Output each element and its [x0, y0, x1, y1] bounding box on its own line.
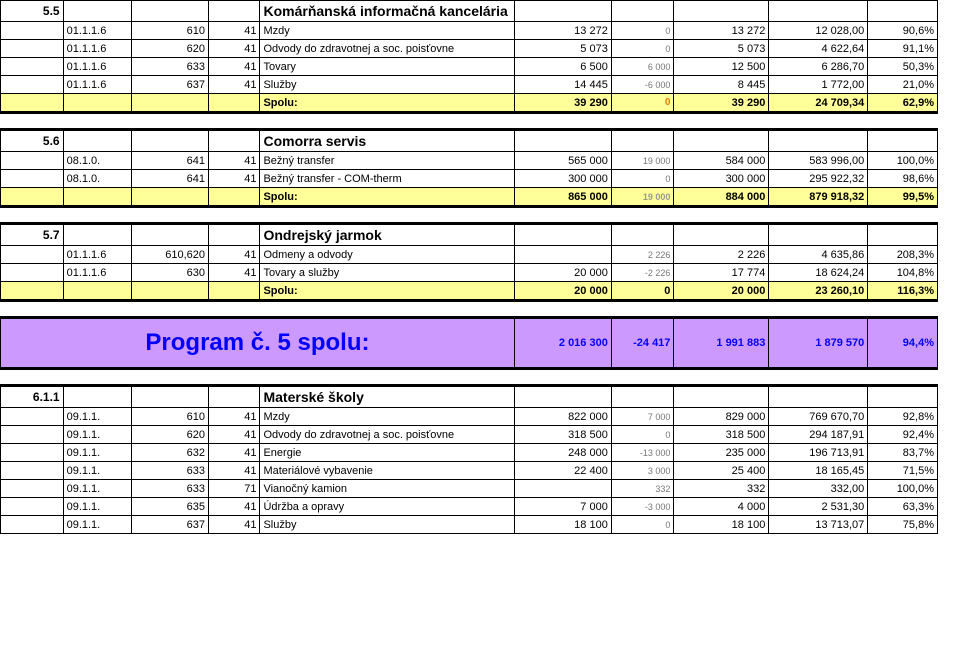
source-code: 41 [208, 462, 259, 480]
approved-value: 14 445 [514, 76, 611, 94]
empty-cell [1, 76, 64, 94]
empty-cell [1, 498, 64, 516]
section-header [1, 1, 938, 22]
approved-value: 248 000 [514, 444, 611, 462]
item-code: 641 [132, 170, 209, 188]
item-code: 630 [132, 264, 209, 282]
table-row [1, 76, 938, 94]
item-name: Odvody do zdravotnej a soc. poisťovne [260, 40, 514, 58]
item-name: Tovary a služby [260, 264, 514, 282]
empty-cell [1, 22, 64, 40]
percent-value: 100,0% [868, 480, 938, 498]
table-row [1, 40, 938, 58]
total-actual: 24 709,34 [769, 94, 868, 113]
actual-value: 295 922,32 [769, 170, 868, 188]
percent-value: 63,3% [868, 498, 938, 516]
actual-value: 1 772,00 [769, 76, 868, 94]
source-code: 41 [208, 408, 259, 426]
approved-value: 822 000 [514, 408, 611, 426]
approved-value: 13 272 [514, 22, 611, 40]
spacer [1, 207, 938, 224]
empty-cell [1, 94, 64, 113]
section-header [1, 386, 938, 408]
total-actual: 879 918,32 [769, 188, 868, 207]
empty-cell [208, 188, 259, 207]
percent-value: 98,6% [868, 170, 938, 188]
modified-value: 25 400 [674, 462, 769, 480]
actual-value: 583 996,00 [769, 152, 868, 170]
empty-cell [1, 282, 64, 301]
approved-value: 5 073 [514, 40, 611, 58]
empty-cell [611, 386, 674, 408]
change-value: 3 000 [611, 462, 674, 480]
item-name: Bežný transfer - COM-therm [260, 170, 514, 188]
total-percent: 116,3% [868, 282, 938, 301]
actual-value: 332,00 [769, 480, 868, 498]
function-code: 01.1.1.6 [63, 76, 132, 94]
section-code: 5.6 [1, 130, 64, 152]
empty-cell [1, 264, 64, 282]
item-name: Mzdy [260, 22, 514, 40]
empty-cell [1, 170, 64, 188]
empty-cell [132, 94, 209, 113]
percent-value: 75,8% [868, 516, 938, 534]
item-name: Služby [260, 516, 514, 534]
source-code: 41 [208, 40, 259, 58]
table-row [1, 480, 938, 498]
item-name: Odvody do zdravotnej a soc. poisťovne [260, 426, 514, 444]
actual-value: 13 713,07 [769, 516, 868, 534]
modified-value: 300 000 [674, 170, 769, 188]
modified-value: 332 [674, 480, 769, 498]
empty-cell [514, 386, 611, 408]
empty-cell [1, 188, 64, 207]
source-code: 41 [208, 246, 259, 264]
empty-cell [208, 282, 259, 301]
actual-value: 2 531,30 [769, 498, 868, 516]
function-code: 09.1.1. [63, 516, 132, 534]
approved-value: 300 000 [514, 170, 611, 188]
empty-cell [208, 130, 259, 152]
change-value: 0 [611, 426, 674, 444]
change-value: 0 [611, 170, 674, 188]
item-code: 610,620 [132, 246, 209, 264]
empty-cell [769, 224, 868, 246]
modified-value: 13 272 [674, 22, 769, 40]
item-code: 637 [132, 516, 209, 534]
total-approved: 20 000 [514, 282, 611, 301]
section-code: 6.1.1 [1, 386, 64, 408]
modified-value: 17 774 [674, 264, 769, 282]
source-code: 41 [208, 264, 259, 282]
approved-value: 18 100 [514, 516, 611, 534]
total-change: 0 [611, 282, 674, 301]
item-code: 641 [132, 152, 209, 170]
function-code: 01.1.1.6 [63, 264, 132, 282]
empty-cell [63, 386, 132, 408]
function-code: 09.1.1. [63, 498, 132, 516]
percent-value: 90,6% [868, 22, 938, 40]
change-value: 0 [611, 40, 674, 58]
table-row [1, 152, 938, 170]
approved-value [514, 480, 611, 498]
section-header [1, 224, 938, 246]
program-title: Program č. 5 spolu: [1, 318, 515, 369]
modified-value: 235 000 [674, 444, 769, 462]
item-name: Bežný transfer [260, 152, 514, 170]
percent-value: 83,7% [868, 444, 938, 462]
empty-cell [132, 1, 209, 22]
source-code: 41 [208, 170, 259, 188]
empty-cell [1, 516, 64, 534]
table-row [1, 264, 938, 282]
empty-cell [769, 386, 868, 408]
item-name: Služby [260, 76, 514, 94]
empty-cell [63, 1, 132, 22]
spacer-row [1, 301, 938, 318]
total-actual: 23 260,10 [769, 282, 868, 301]
item-code: 633 [132, 58, 209, 76]
function-code: 01.1.1.6 [63, 246, 132, 264]
table-row [1, 426, 938, 444]
empty-cell [1, 444, 64, 462]
approved-value: 565 000 [514, 152, 611, 170]
percent-value: 104,8% [868, 264, 938, 282]
change-value: -13 000 [611, 444, 674, 462]
program-change: -24 417 [611, 318, 674, 369]
empty-cell [63, 94, 132, 113]
change-value: 6 000 [611, 58, 674, 76]
total-label: Spolu: [260, 188, 514, 207]
percent-value: 208,3% [868, 246, 938, 264]
approved-value: 7 000 [514, 498, 611, 516]
function-code: 09.1.1. [63, 444, 132, 462]
total-approved: 865 000 [514, 188, 611, 207]
percent-value: 100,0% [868, 152, 938, 170]
empty-cell [674, 130, 769, 152]
empty-cell [132, 188, 209, 207]
actual-value: 4 622,64 [769, 40, 868, 58]
table-row [1, 246, 938, 264]
section-code: 5.7 [1, 224, 64, 246]
empty-cell [132, 224, 209, 246]
approved-value: 22 400 [514, 462, 611, 480]
empty-cell [1, 480, 64, 498]
empty-cell [1, 246, 64, 264]
section-title: Materské školy [260, 386, 514, 408]
source-code: 41 [208, 152, 259, 170]
actual-value: 769 670,70 [769, 408, 868, 426]
source-code: 71 [208, 480, 259, 498]
table-row [1, 462, 938, 480]
function-code: 09.1.1. [63, 426, 132, 444]
percent-value: 50,3% [868, 58, 938, 76]
change-value: 7 000 [611, 408, 674, 426]
empty-cell [63, 188, 132, 207]
total-change: 0 [611, 94, 674, 113]
function-code: 09.1.1. [63, 480, 132, 498]
item-name: Vianočný kamion [260, 480, 514, 498]
change-value: 332 [611, 480, 674, 498]
section-code: 5.5 [1, 1, 64, 22]
change-value: 2 226 [611, 246, 674, 264]
table-row [1, 408, 938, 426]
spacer [1, 369, 938, 386]
change-value: 19 000 [611, 152, 674, 170]
actual-value: 18 624,24 [769, 264, 868, 282]
empty-cell [1, 40, 64, 58]
modified-value: 2 226 [674, 246, 769, 264]
item-code: 633 [132, 480, 209, 498]
actual-value: 294 187,91 [769, 426, 868, 444]
item-name: Údržba a opravy [260, 498, 514, 516]
table-row [1, 58, 938, 76]
table-row [1, 444, 938, 462]
percent-value: 21,0% [868, 76, 938, 94]
total-modified: 39 290 [674, 94, 769, 113]
actual-value: 12 028,00 [769, 22, 868, 40]
program-percent: 94,4% [868, 318, 938, 369]
approved-value: 6 500 [514, 58, 611, 76]
empty-cell [132, 386, 209, 408]
empty-cell [132, 282, 209, 301]
function-code: 09.1.1. [63, 408, 132, 426]
function-code: 01.1.1.6 [63, 22, 132, 40]
empty-cell [868, 224, 938, 246]
source-code: 41 [208, 58, 259, 76]
total-row [1, 94, 938, 113]
empty-cell [1, 426, 64, 444]
item-code: 610 [132, 408, 209, 426]
change-value: -2 226 [611, 264, 674, 282]
section-title: Komárňanská informačná kancelária [260, 1, 514, 22]
empty-cell [769, 130, 868, 152]
empty-cell [514, 130, 611, 152]
approved-value [514, 246, 611, 264]
item-name: Odmeny a odvody [260, 246, 514, 264]
function-code: 08.1.0. [63, 170, 132, 188]
empty-cell [63, 224, 132, 246]
empty-cell [674, 224, 769, 246]
empty-cell [868, 1, 938, 22]
table-row [1, 22, 938, 40]
approved-value: 20 000 [514, 264, 611, 282]
source-code: 41 [208, 444, 259, 462]
change-value: 0 [611, 516, 674, 534]
total-approved: 39 290 [514, 94, 611, 113]
modified-value: 584 000 [674, 152, 769, 170]
empty-cell [132, 130, 209, 152]
function-code: 01.1.1.6 [63, 58, 132, 76]
empty-cell [208, 94, 259, 113]
spacer [1, 301, 938, 318]
total-label: Spolu: [260, 282, 514, 301]
source-code: 41 [208, 22, 259, 40]
section-title: Ondrejský jarmok [260, 224, 514, 246]
total-row [1, 188, 938, 207]
actual-value: 4 635,86 [769, 246, 868, 264]
empty-cell [208, 224, 259, 246]
spacer [1, 113, 938, 130]
empty-cell [769, 1, 868, 22]
table-row [1, 170, 938, 188]
total-change: 19 000 [611, 188, 674, 207]
function-code: 01.1.1.6 [63, 40, 132, 58]
table-row [1, 516, 938, 534]
item-code: 620 [132, 40, 209, 58]
actual-value: 196 713,91 [769, 444, 868, 462]
spacer-row [1, 113, 938, 130]
total-percent: 62,9% [868, 94, 938, 113]
total-percent: 99,5% [868, 188, 938, 207]
item-code: 610 [132, 22, 209, 40]
empty-cell [514, 224, 611, 246]
total-modified: 20 000 [674, 282, 769, 301]
item-code: 632 [132, 444, 209, 462]
empty-cell [1, 462, 64, 480]
source-code: 41 [208, 76, 259, 94]
source-code: 41 [208, 426, 259, 444]
item-code: 635 [132, 498, 209, 516]
empty-cell [208, 1, 259, 22]
empty-cell [63, 282, 132, 301]
empty-cell [514, 1, 611, 22]
spacer-row [1, 369, 938, 386]
percent-value: 92,8% [868, 408, 938, 426]
empty-cell [611, 1, 674, 22]
empty-cell [1, 408, 64, 426]
modified-value: 18 100 [674, 516, 769, 534]
modified-value: 829 000 [674, 408, 769, 426]
empty-cell [208, 386, 259, 408]
change-value: -3 000 [611, 498, 674, 516]
empty-cell [1, 58, 64, 76]
empty-cell [1, 152, 64, 170]
item-name: Mzdy [260, 408, 514, 426]
modified-value: 8 445 [674, 76, 769, 94]
source-code: 41 [208, 516, 259, 534]
change-value: 0 [611, 22, 674, 40]
program-modified: 1 991 883 [674, 318, 769, 369]
percent-value: 91,1% [868, 40, 938, 58]
item-name: Energie [260, 444, 514, 462]
percent-value: 71,5% [868, 462, 938, 480]
total-row [1, 282, 938, 301]
program-actual: 1 879 570 [769, 318, 868, 369]
total-modified: 884 000 [674, 188, 769, 207]
item-name: Tovary [260, 58, 514, 76]
empty-cell [63, 130, 132, 152]
section-header [1, 130, 938, 152]
spacer-row [1, 207, 938, 224]
modified-value: 12 500 [674, 58, 769, 76]
source-code: 41 [208, 498, 259, 516]
item-code: 637 [132, 76, 209, 94]
change-value: -6 000 [611, 76, 674, 94]
empty-cell [611, 224, 674, 246]
section-title: Comorra servis [260, 130, 514, 152]
empty-cell [868, 386, 938, 408]
empty-cell [611, 130, 674, 152]
total-label: Spolu: [260, 94, 514, 113]
approved-value: 318 500 [514, 426, 611, 444]
actual-value: 18 165,45 [769, 462, 868, 480]
item-code: 620 [132, 426, 209, 444]
function-code: 08.1.0. [63, 152, 132, 170]
table-row [1, 498, 938, 516]
percent-value: 92,4% [868, 426, 938, 444]
program-approved: 2 016 300 [514, 318, 611, 369]
item-code: 633 [132, 462, 209, 480]
modified-value: 5 073 [674, 40, 769, 58]
function-code: 09.1.1. [63, 462, 132, 480]
empty-cell [674, 386, 769, 408]
empty-cell [868, 130, 938, 152]
item-name: Materiálové vybavenie [260, 462, 514, 480]
actual-value: 6 286,70 [769, 58, 868, 76]
modified-value: 4 000 [674, 498, 769, 516]
empty-cell [674, 1, 769, 22]
modified-value: 318 500 [674, 426, 769, 444]
program-total-row [1, 318, 938, 369]
